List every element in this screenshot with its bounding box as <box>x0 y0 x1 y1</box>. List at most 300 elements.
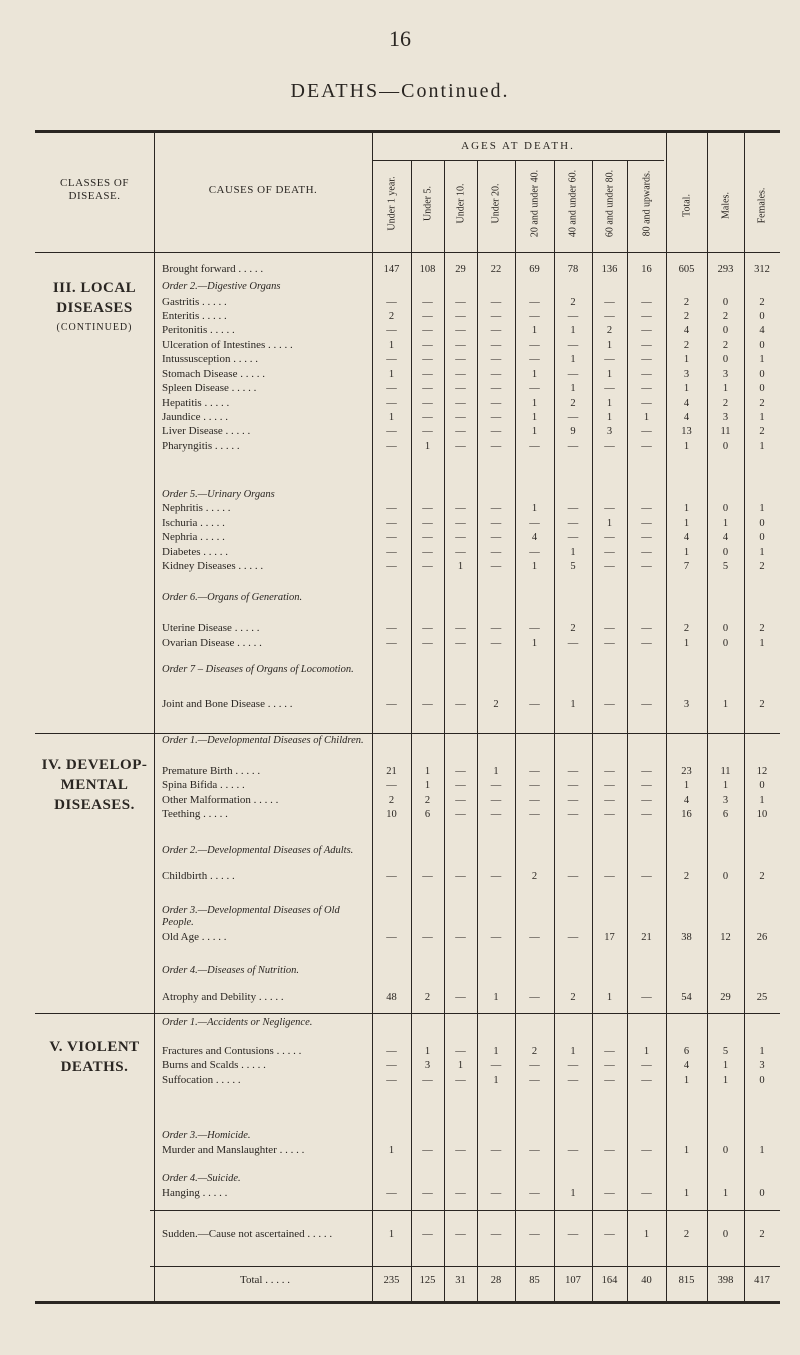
table-cell: 10 <box>386 809 397 820</box>
table-cell: 2 <box>493 699 499 710</box>
table-cell: — <box>567 809 579 820</box>
table-cell: — <box>455 412 466 423</box>
col-rule-3 <box>477 160 478 1301</box>
table-cell: — <box>422 503 433 514</box>
cause-label: Hanging . . . . . <box>162 1187 228 1199</box>
table-cell: 2 <box>759 1229 765 1240</box>
table-cell: — <box>490 369 502 380</box>
table-cell: — <box>490 383 502 394</box>
cause-label: Old Age . . . . . <box>162 931 227 943</box>
table-cell: 136 <box>601 264 618 275</box>
cause-label: Childbirth . . . . . <box>162 870 235 882</box>
section-rule-total <box>150 1266 780 1267</box>
table-cell: — <box>567 412 579 423</box>
table-cell: 4 <box>683 412 690 423</box>
table-cell: — <box>529 780 540 791</box>
table-cell: — <box>386 623 397 634</box>
table-cell: — <box>455 398 466 409</box>
table-cell: — <box>455 426 466 437</box>
table-cell: 16 <box>641 264 652 275</box>
order-title: Order 2.—Developmental Diseases of Adults. <box>162 845 354 856</box>
table-cell: — <box>529 795 540 806</box>
table-cell: — <box>386 354 397 365</box>
table-cell: — <box>422 325 433 336</box>
table-cell: — <box>641 1075 652 1086</box>
table-cell: — <box>422 871 433 882</box>
table-cell: 1 <box>722 1188 729 1199</box>
table-cell: — <box>529 547 540 558</box>
table-cell: — <box>422 699 433 710</box>
table-cell: 1 <box>683 1075 690 1086</box>
class-note: (CONTINUED) <box>56 322 133 333</box>
table-cell: — <box>604 699 615 710</box>
cause-label: Gastritis . . . . . <box>162 296 227 308</box>
page-title: DEATHS—Continued. <box>290 80 510 102</box>
table-cell: 11 <box>720 426 731 437</box>
table-cell: — <box>386 1188 397 1199</box>
cause-label: Intussusception . . . . . <box>162 353 258 365</box>
table-cell: — <box>567 780 579 791</box>
table-cell: 1 <box>759 547 765 558</box>
order-title: Order 1.—Accidents or Negligence. <box>162 1017 313 1028</box>
table-cell: 1 <box>531 638 538 649</box>
table-cell: — <box>386 871 397 882</box>
table-cell: — <box>490 532 502 543</box>
table-cell: — <box>529 297 540 308</box>
table-cell: 1 <box>570 325 576 336</box>
total-header: Total. <box>681 194 692 217</box>
class-label: IV. DEVELOP- MENTAL DISEASES. <box>41 757 148 813</box>
table-cell: — <box>641 809 652 820</box>
table-cell: — <box>604 297 615 308</box>
table-cell: 29 <box>455 264 466 275</box>
age-column-header: 40 and under 60. <box>567 169 579 238</box>
table-cell: — <box>386 1060 397 1071</box>
table-cell: — <box>641 795 652 806</box>
table-cell: 235 <box>383 1275 400 1286</box>
table-cell: 2 <box>388 311 395 322</box>
table-cell: — <box>567 766 579 777</box>
age-column-header: 60 and under 80. <box>604 169 615 238</box>
table-cell: — <box>529 518 540 529</box>
table-cell: 3 <box>606 426 613 437</box>
table-cell: 1 <box>759 503 765 514</box>
table-cell: — <box>422 1229 433 1240</box>
table-cell: — <box>567 518 579 529</box>
table-cell: — <box>386 398 397 409</box>
cause-label: Jaundice . . . . . <box>162 411 228 423</box>
table-cell: 25 <box>756 992 768 1003</box>
table-cell: — <box>455 325 466 336</box>
table-cell: 1 <box>683 780 690 791</box>
cause-label: Suffocation . . . . . <box>162 1074 241 1086</box>
cause-label: Ulceration of Intestines . . . . . <box>162 339 293 351</box>
table-cell: — <box>567 638 579 649</box>
table-cell: 1 <box>424 441 431 452</box>
table-cell: — <box>422 412 433 423</box>
table-cell: 9 <box>570 426 576 437</box>
causes-header: CAUSES OF DEATH. <box>208 184 318 196</box>
class-label: III. LOCAL DISEASES (CONTINUED) <box>35 278 154 338</box>
table-cell: 2 <box>683 340 690 351</box>
table-cell: 1 <box>683 503 690 514</box>
table-cell: 28 <box>490 1275 502 1286</box>
table-cell: 3 <box>424 1060 431 1071</box>
order-title: Order 5.—Urinary Organs <box>162 489 275 500</box>
order-title: Order 6.—Organs of Generation. <box>162 592 303 603</box>
cause-label: Pharyngitis . . . . . <box>162 440 240 452</box>
table-cell: 31 <box>455 1275 466 1286</box>
table-cell: — <box>422 369 433 380</box>
table-cell: 4 <box>683 398 690 409</box>
table-cell: — <box>422 532 433 543</box>
table-cell: 1 <box>606 340 613 351</box>
table-cell: 1 <box>493 1046 499 1057</box>
table-cell: 2 <box>683 311 690 322</box>
section-rule-iv <box>35 733 780 734</box>
table-cell: 4 <box>531 532 538 543</box>
cause-label: Teething . . . . . <box>162 808 228 820</box>
table-cell: 1 <box>388 1229 395 1240</box>
table-cell: — <box>529 1060 540 1071</box>
table-cell: — <box>422 547 433 558</box>
table-cell: 2 <box>683 623 690 634</box>
table-cell: — <box>455 1075 466 1086</box>
table-cell: — <box>604 354 615 365</box>
table-cell: 1 <box>531 426 538 437</box>
order-title: Order 3.—Developmental Diseases of Old People. <box>162 905 340 928</box>
table-cell: — <box>567 441 579 452</box>
table-cell: 1 <box>643 412 650 423</box>
table-cell: 2 <box>570 992 576 1003</box>
table-cell: — <box>529 340 540 351</box>
table-cell: — <box>455 699 466 710</box>
cause-label: Murder and Manslaughter . . . . . <box>162 1144 305 1156</box>
table-cell: 2 <box>424 992 431 1003</box>
table-cell: 2 <box>606 325 613 336</box>
table-cell: — <box>567 1229 579 1240</box>
table-cell: — <box>455 441 466 452</box>
table-cell: — <box>641 383 652 394</box>
table-cell: 26 <box>756 932 768 943</box>
table-cell: 0 <box>759 340 765 351</box>
table-cell: 0 <box>759 369 765 380</box>
table-cell: 13 <box>681 426 692 437</box>
table-cell: — <box>455 518 466 529</box>
table-cell: — <box>455 638 466 649</box>
table-cell: 3 <box>722 369 729 380</box>
table-cell: — <box>490 795 502 806</box>
table-cell: — <box>490 518 502 529</box>
table-cell: 0 <box>759 532 765 543</box>
table-cell: — <box>422 1145 433 1156</box>
table-cell: 1 <box>643 1229 650 1240</box>
table-cell: 398 <box>717 1275 734 1286</box>
table-cell: — <box>422 1188 433 1199</box>
table-cell: — <box>604 547 615 558</box>
table-cell: — <box>641 426 652 437</box>
section-rule-v <box>35 1013 780 1014</box>
table-cell: 1 <box>606 518 613 529</box>
table-cell: — <box>641 780 652 791</box>
table-cell: — <box>567 369 579 380</box>
age-column-header: Under 10. <box>455 183 466 224</box>
table-cell: 6 <box>722 809 729 820</box>
table-top-rule <box>35 130 780 133</box>
table-cell: — <box>422 398 433 409</box>
table-cell: — <box>455 780 466 791</box>
table-cell: 0 <box>759 518 765 529</box>
table-cell: 2 <box>570 398 576 409</box>
table-cell: 2 <box>570 623 576 634</box>
table-cell: 1 <box>759 1145 765 1156</box>
table-cell: 815 <box>678 1275 695 1286</box>
table-cell: — <box>529 932 540 943</box>
table-cell: 1 <box>424 766 431 777</box>
order-title: Order 1.—Developmental Diseases of Children. <box>162 735 364 746</box>
table-cell: 1 <box>606 369 613 380</box>
table-cell: 1 <box>531 325 538 336</box>
cause-label: Sudden.—Cause not ascertained . . . . . <box>162 1228 333 1240</box>
table-cell: — <box>455 992 466 1003</box>
table-cell: 312 <box>754 264 770 275</box>
table-cell: — <box>386 325 397 336</box>
table-cell: — <box>641 871 652 882</box>
table-cell: — <box>455 932 466 943</box>
table-cell: — <box>529 1229 540 1240</box>
table-cell: 38 <box>681 932 692 943</box>
table-cell: 108 <box>419 264 436 275</box>
table-cell: — <box>641 1060 652 1071</box>
cause-label: Spina Bifida . . . . . <box>162 779 245 791</box>
cause-label: Diabetes . . . . . <box>162 546 228 558</box>
table-cell: — <box>567 503 579 514</box>
table-cell: — <box>422 297 433 308</box>
table-cell: 417 <box>754 1275 770 1286</box>
table-cell: 4 <box>683 325 690 336</box>
table-cell: 4 <box>683 795 690 806</box>
table-cell: — <box>490 1145 502 1156</box>
table-cell: 1 <box>493 992 499 1003</box>
cause-label: Burns and Scalds . . . . . <box>162 1059 266 1071</box>
table-cell: — <box>455 311 466 322</box>
col-rule-5 <box>554 160 555 1301</box>
table-cell: 147 <box>383 264 400 275</box>
table-cell: — <box>641 503 652 514</box>
table-bottom-rule <box>35 1301 780 1304</box>
table-cell: — <box>455 354 466 365</box>
table-cell: 78 <box>567 264 579 275</box>
table-cell: 1 <box>722 1060 729 1071</box>
table-cell: 40 <box>641 1275 652 1286</box>
table-cell: — <box>641 992 652 1003</box>
table-cell: 1 <box>493 766 499 777</box>
table-cell: — <box>386 383 397 394</box>
table-cell: — <box>455 809 466 820</box>
table-cell: 1 <box>531 412 538 423</box>
table-cell: — <box>604 383 615 394</box>
table-cell: — <box>529 441 540 452</box>
table-cell: — <box>490 398 502 409</box>
males-header: Males. <box>720 192 731 219</box>
table-cell: — <box>490 503 502 514</box>
table-cell: — <box>604 561 615 572</box>
table-cell: 1 <box>759 412 765 423</box>
table-cell: — <box>641 354 652 365</box>
table-cell: — <box>422 623 433 634</box>
table-cell: — <box>529 623 540 634</box>
table-cell: 2 <box>759 398 765 409</box>
table-cell: — <box>490 340 502 351</box>
table-cell: 1 <box>759 354 765 365</box>
table-cell: — <box>422 561 433 572</box>
table-cell: — <box>641 699 652 710</box>
table-cell: 23 <box>681 766 692 777</box>
table-cell: — <box>386 503 397 514</box>
table-cell: 1 <box>388 369 395 380</box>
cause-label: Atrophy and Debility . . . . . <box>162 991 284 1003</box>
table-cell: 1 <box>722 1075 729 1086</box>
table-cell: 29 <box>720 992 731 1003</box>
table-cell: 3 <box>722 412 729 423</box>
table-cell: — <box>604 503 615 514</box>
col-rule-6 <box>592 160 593 1301</box>
table-cell: — <box>455 871 466 882</box>
table-cell: 1 <box>759 1046 765 1057</box>
header-bottom-rule <box>35 252 780 253</box>
table-cell: 1 <box>531 561 538 572</box>
table-cell: 48 <box>386 992 397 1003</box>
table-cell: 1 <box>722 518 729 529</box>
table-cell: 11 <box>720 766 731 777</box>
cause-label: Hepatitis . . . . . <box>162 397 230 409</box>
table-cell: 605 <box>678 264 695 275</box>
table-cell: 0 <box>759 311 765 322</box>
table-cell: — <box>567 795 579 806</box>
table-cell: 1 <box>606 992 613 1003</box>
table-cell: — <box>455 766 466 777</box>
table-cell: — <box>641 325 652 336</box>
table-cell: — <box>386 699 397 710</box>
table-cell: — <box>604 795 615 806</box>
table-cell: — <box>455 1046 466 1057</box>
table-cell: — <box>490 426 502 437</box>
table-cell: — <box>386 518 397 529</box>
table-cell: — <box>604 623 615 634</box>
table-cell: — <box>490 561 502 572</box>
table-cell: 2 <box>759 699 765 710</box>
table-cell: — <box>490 441 502 452</box>
table-cell: — <box>490 354 502 365</box>
order-title: Order 4.—Diseases of Nutrition. <box>162 965 299 976</box>
table-cell: — <box>422 1075 433 1086</box>
table-cell: — <box>455 503 466 514</box>
table-cell: — <box>490 297 502 308</box>
table-cell: — <box>604 1075 615 1086</box>
table-cell: — <box>641 766 652 777</box>
table-cell: — <box>455 340 466 351</box>
table-cell: 2 <box>759 623 765 634</box>
causes-col-rule <box>154 133 155 1301</box>
table-cell: 2 <box>388 795 395 806</box>
table-cell: — <box>455 369 466 380</box>
table-cell: 1 <box>531 398 538 409</box>
females-header: Females. <box>756 187 768 224</box>
age-column-header: Under 20. <box>490 183 502 224</box>
table-cell: 0 <box>722 441 729 452</box>
table-cell: 0 <box>722 297 729 308</box>
table-cell: — <box>604 638 615 649</box>
order-title: Order 3.—Homicide. <box>162 1130 251 1141</box>
table-cell: 1 <box>570 383 576 394</box>
table-cell: 1 <box>683 518 690 529</box>
table-cell: — <box>386 932 397 943</box>
table-cell: — <box>490 325 502 336</box>
table-cell: 6 <box>424 809 431 820</box>
table-cell: — <box>641 369 652 380</box>
table-cell: — <box>422 383 433 394</box>
table-cell: — <box>490 780 502 791</box>
table-cell: — <box>567 340 579 351</box>
table-cell: 1 <box>643 1046 650 1057</box>
table-cell: — <box>386 441 397 452</box>
cause-label: Fractures and Contusions . . . . . <box>162 1045 302 1057</box>
table-cell: — <box>386 638 397 649</box>
table-cell: 2 <box>759 426 765 437</box>
table-cell: — <box>455 623 466 634</box>
table-cell: — <box>641 623 652 634</box>
table-cell: 5 <box>722 561 729 572</box>
table-cell: — <box>567 311 579 322</box>
table-cell: — <box>490 412 502 423</box>
table-cell: 0 <box>722 325 729 336</box>
table-cell: — <box>529 1075 540 1086</box>
table-cell: 22 <box>490 264 502 275</box>
table-cell: 1 <box>683 547 690 558</box>
table-cell: — <box>641 561 652 572</box>
table-cell: 125 <box>419 1275 436 1286</box>
col-rule-7 <box>627 160 628 1301</box>
table-cell: — <box>567 532 579 543</box>
table-cell: — <box>455 1145 466 1156</box>
table-cell: 1 <box>493 1075 499 1086</box>
table-cell: 1 <box>683 1188 690 1199</box>
age-column-header: 20 and under 40. <box>529 169 540 238</box>
table-cell: — <box>604 311 615 322</box>
table-cell: 1 <box>457 561 464 572</box>
table-cell: 1 <box>531 369 538 380</box>
cause-label: Liver Disease . . . . . <box>162 425 251 437</box>
cause-label: Premature Birth . . . . . <box>162 765 261 777</box>
table-cell: — <box>604 1229 615 1240</box>
table-cell: 1 <box>606 412 613 423</box>
table-cell: — <box>455 1188 466 1199</box>
cause-label: Uterine Disease . . . . . <box>162 622 260 634</box>
table-cell: — <box>386 780 397 791</box>
table-cell: — <box>641 311 652 322</box>
table-cell: 1 <box>388 340 395 351</box>
table-cell: 16 <box>681 809 692 820</box>
table-cell: — <box>455 1229 466 1240</box>
table-cell: 21 <box>386 766 397 777</box>
cause-label: Total . . . . . <box>240 1274 290 1286</box>
table-cell: 7 <box>683 561 690 572</box>
table-cell: — <box>490 1188 502 1199</box>
table-cell: 2 <box>722 311 729 322</box>
table-cell: — <box>604 809 615 820</box>
table-cell: — <box>455 383 466 394</box>
table-cell: — <box>386 426 397 437</box>
